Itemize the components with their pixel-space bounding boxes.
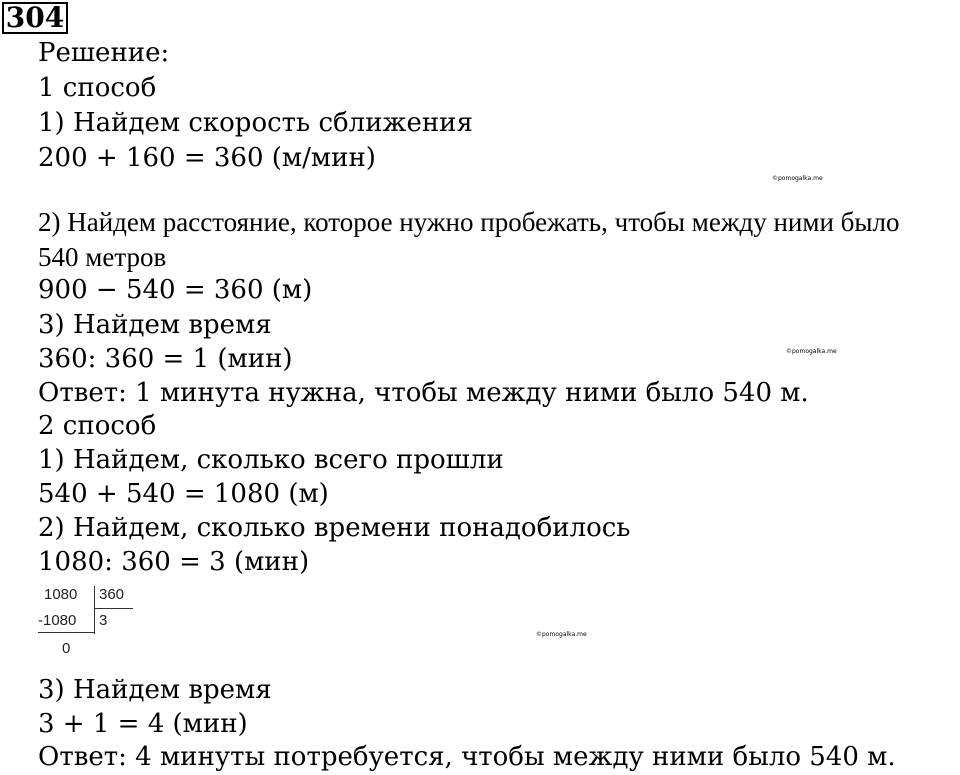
long-division <box>38 586 158 666</box>
solution-heading: Решение: <box>38 38 170 68</box>
method-1-equation-3: 360: 360 = 1 (мин) <box>38 344 293 374</box>
method-2-equation-3: 3 + 1 = 4 (мин) <box>38 709 248 739</box>
method-2-equation-2: 1080: 360 = 3 (мин) <box>38 547 310 577</box>
method-1-step-2-continued: 540 метров <box>38 242 167 272</box>
division-quotient: 3 <box>99 612 108 629</box>
division-remainder: 0 <box>62 640 71 657</box>
method-2-step-1: 1) Найдем, сколько всего прошли <box>38 445 504 475</box>
method-2-step-3: 3) Найдем время <box>38 675 272 705</box>
method-1-equation-1: 200 + 160 = 360 (м/мин) <box>38 143 376 173</box>
watermark: ©pomogalka.me <box>786 348 837 355</box>
method-1-answer: Ответ: 1 минута нужна, чтобы между ними было 540 м. <box>38 378 809 408</box>
method-2-heading: 2 способ <box>38 411 157 441</box>
method-1-heading: 1 способ <box>38 73 157 103</box>
watermark: ©pomogalka.me <box>772 175 823 182</box>
problem-number: 304 <box>2 2 68 34</box>
division-dividend: 1080 <box>44 586 78 603</box>
method-2-step-2: 2) Найдем, сколько времени понадобилось <box>38 513 631 543</box>
division-divisor-line <box>95 608 133 609</box>
method-2-answer: Ответ: 4 минуты потребуется, чтобы между ними было 540 м. <box>38 742 896 772</box>
division-subtrahend: -1080 <box>38 612 77 629</box>
method-2-equation-1: 540 + 540 = 1080 (м) <box>38 479 329 509</box>
method-1-equation-2: 900 − 540 = 360 (м) <box>38 275 313 305</box>
method-1-step-2: 2) Найдем расстояние, которое нужно пробежать, чтобы между ними было <box>38 207 900 237</box>
method-1-step-1: 1) Найдем скорость сближения <box>38 108 473 138</box>
method-1-step-3: 3) Найдем время <box>38 310 272 340</box>
division-subtraction-line <box>38 632 94 633</box>
division-divisor: 360 <box>99 586 125 603</box>
division-vertical-line <box>94 586 95 634</box>
watermark: ©pomogalka.me <box>536 631 587 638</box>
